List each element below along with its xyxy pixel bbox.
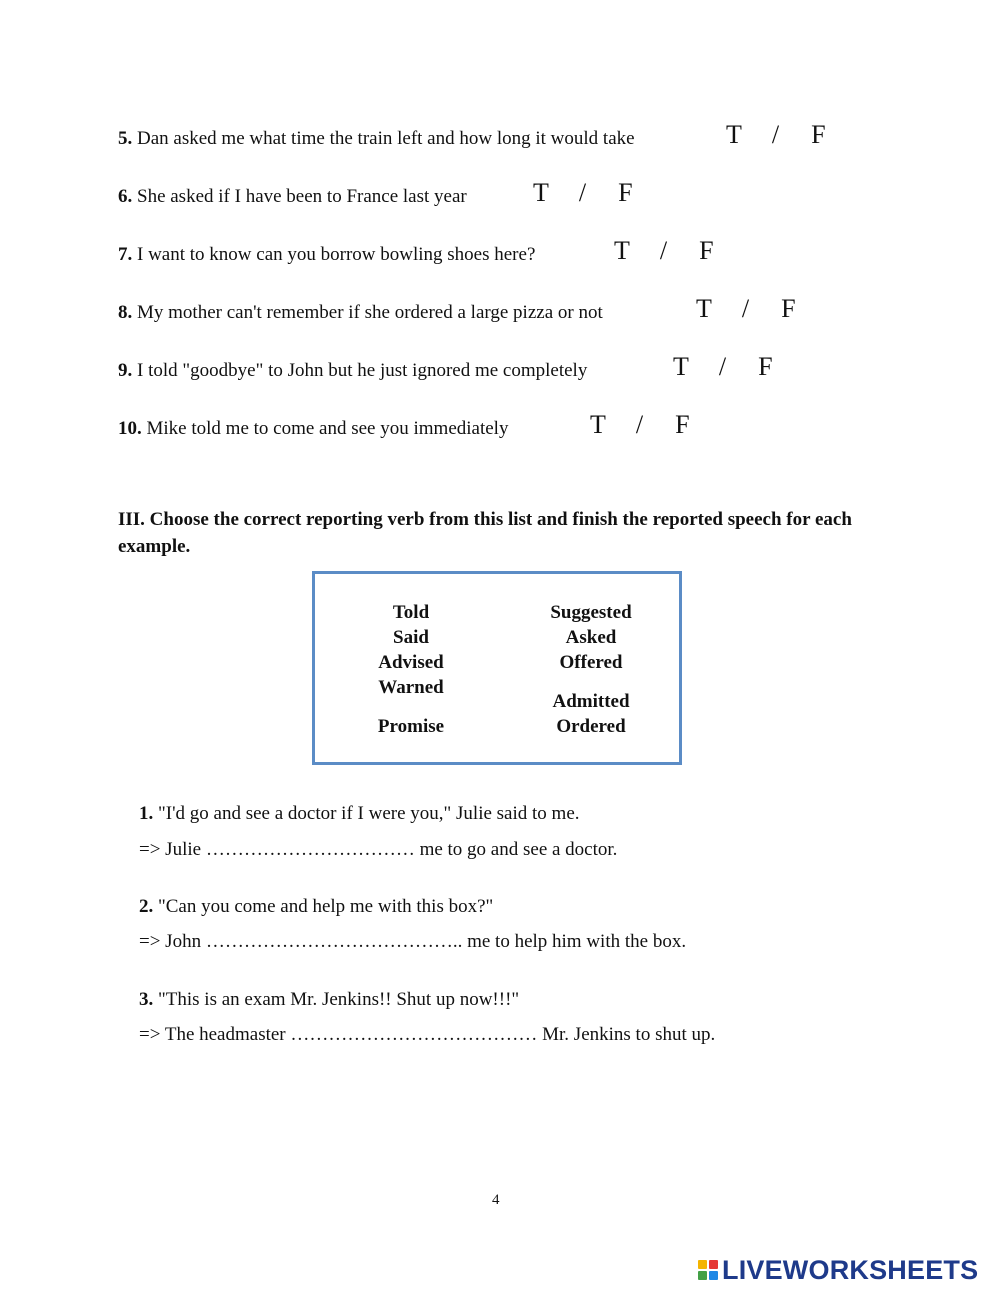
logo-text: LIVEWORKSHEETS: [722, 1254, 979, 1285]
question-quote: "Can you come and help me with this box?": [158, 896, 494, 917]
verb-item: Promise: [377, 716, 445, 737]
verb-item: Warned: [378, 677, 444, 698]
true-option[interactable]: T: [533, 178, 549, 207]
item-text: Mike told me to come and see you immediately: [146, 418, 509, 439]
verb-item: Said: [393, 627, 429, 648]
verb-item: Admitted: [552, 691, 630, 712]
item-text: Dan asked me what time the train left and how long it would take: [137, 128, 635, 149]
logo-square: [709, 1260, 718, 1269]
question-number: 1.: [139, 803, 154, 824]
item-number: 8.: [118, 302, 133, 323]
verb-item: Offered: [559, 652, 623, 673]
page-number: 4: [492, 1192, 500, 1208]
liveworksheets-logo[interactable]: [698, 1254, 978, 1286]
true-option[interactable]: T: [673, 352, 689, 381]
tf-separator: /: [578, 178, 587, 207]
question-quote: "I'd go and see a doctor if I were you," Julie said to me.: [158, 803, 580, 824]
verb-item: Ordered: [556, 716, 626, 737]
answer-line[interactable]: => The headmaster ………………………………… Mr. Jenkins to shut up.: [139, 1024, 716, 1045]
question-number: 2.: [139, 896, 154, 917]
tf-separator: /: [635, 410, 644, 439]
true-option[interactable]: T: [726, 120, 742, 149]
false-option[interactable]: F: [811, 120, 826, 149]
verb-item: Told: [392, 602, 430, 623]
item-text: I told "goodbye" to John but he just ignored me completely: [137, 360, 588, 381]
item-number: 10.: [118, 418, 142, 439]
logo-square: [698, 1271, 707, 1280]
section-title: III. Choose the correct reporting verb from this list and finish the reported speech for each example.: [118, 509, 852, 557]
item-text: My mother can't remember if she ordered a large pizza or not: [137, 302, 603, 323]
true-option[interactable]: T: [696, 294, 712, 323]
false-option[interactable]: F: [699, 236, 714, 265]
true-option[interactable]: T: [590, 410, 606, 439]
tf-separator: /: [771, 120, 780, 149]
verb-list-box: [312, 571, 682, 765]
question-number: 3.: [139, 989, 154, 1010]
false-option[interactable]: F: [758, 352, 773, 381]
item-number: 7.: [118, 244, 133, 265]
logo-square: [709, 1271, 718, 1280]
false-option[interactable]: F: [675, 410, 690, 439]
false-option[interactable]: F: [618, 178, 633, 207]
item-text: I want to know can you borrow bowling shoes here?: [137, 244, 536, 265]
question-quote: "This is an exam Mr. Jenkins!! Shut up now!!!": [158, 989, 520, 1010]
false-option[interactable]: F: [781, 294, 796, 323]
answer-line[interactable]: => Julie …………………………… me to go and see a doctor.: [139, 839, 618, 860]
tf-separator: /: [718, 352, 727, 381]
logo-square: [698, 1260, 707, 1269]
tf-separator: /: [659, 236, 668, 265]
item-number: 9.: [118, 360, 133, 381]
item-text: She asked if I have been to France last year: [137, 186, 467, 207]
true-option[interactable]: T: [614, 236, 630, 265]
logo-squares-icon: [698, 1260, 718, 1280]
item-number: 6.: [118, 186, 133, 207]
verb-item: Asked: [565, 627, 617, 648]
tf-separator: /: [741, 294, 750, 323]
verb-item: Advised: [378, 652, 444, 673]
item-number: 5.: [118, 128, 133, 149]
answer-line[interactable]: => John ………………………………….. me to help him with the box.: [139, 931, 687, 952]
verb-item: Suggested: [550, 602, 632, 623]
